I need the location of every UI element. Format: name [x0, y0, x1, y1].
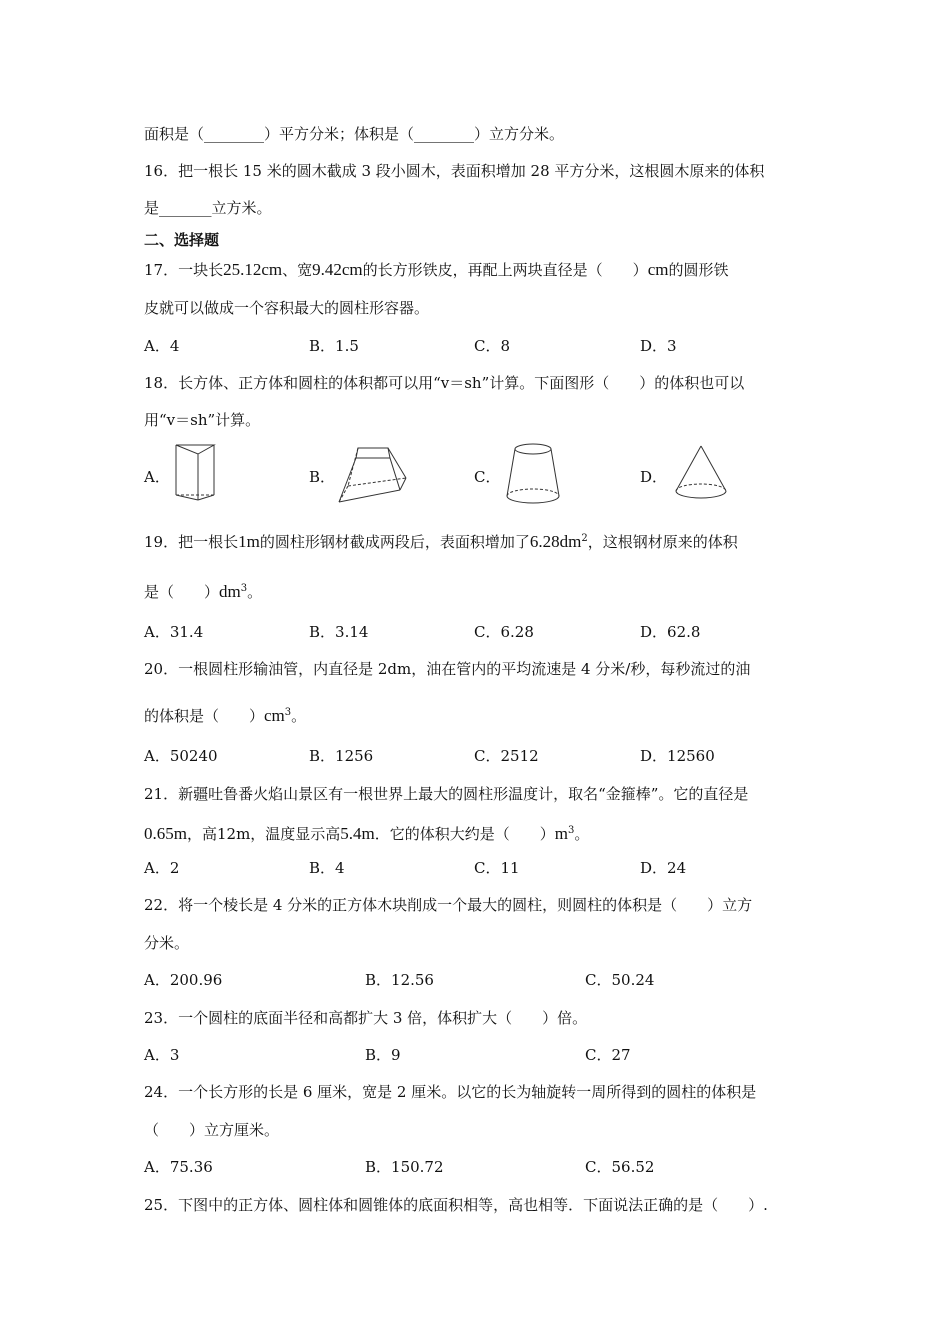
q22-option-b[interactable]: B．12.56: [365, 971, 434, 989]
q24-option-c[interactable]: C．56.52: [585, 1158, 655, 1176]
q17-option-c[interactable]: C．8: [474, 337, 511, 355]
q20-option-b[interactable]: B．1256: [309, 747, 374, 765]
superscript: 2: [581, 533, 588, 544]
q16-line1: 16．把一根长 15 米的圆木截成 3 段小圆木，表面积增加 28 平方分米，这根圆木原来的体积: [144, 162, 765, 180]
text: ）平方分米；体积是（: [264, 125, 415, 143]
superscript: 3: [284, 707, 292, 718]
q21-line1: 21．新疆吐鲁番火焰山景区有一根世界上最大的圆柱形温度计，取名“金箍棒”。它的直径是: [144, 785, 749, 803]
value: 9.42cm: [312, 260, 363, 279]
text: 的圆柱形钢材截成两段后，表面积增加了: [259, 533, 530, 551]
q20-option-a[interactable]: A．50240: [144, 747, 218, 765]
frustum-prism-icon: [336, 444, 410, 508]
value: 6.28dm: [529, 532, 582, 551]
q16-line2: [144, 198, 809, 218]
q19-option-d[interactable]: D．62.8: [640, 623, 701, 641]
q21-option-a[interactable]: A．2: [144, 859, 180, 877]
triangular-prism-icon: [170, 442, 220, 502]
unit: cm: [647, 260, 669, 279]
text: 立方米。: [211, 199, 272, 217]
q20-option-c[interactable]: C．2512: [474, 747, 539, 765]
value: 1m: [238, 532, 260, 551]
q23-option-b[interactable]: B．9: [365, 1046, 401, 1064]
text: 19．把一根长: [144, 533, 239, 551]
text: 面积是（: [144, 125, 205, 143]
q17-line2: 皮就可以做成一个容积最大的圆柱形容器。: [144, 299, 430, 317]
text: 的圆形铁: [668, 261, 729, 279]
q24-line1: 24．一个长方形的长是 6 厘米，宽是 2 厘米。以它的长为轴旋转一周所得到的圆柱的体积是: [144, 1083, 757, 1101]
q23-option-c[interactable]: C．27: [585, 1046, 631, 1064]
q17-option-a[interactable]: A．4: [144, 337, 180, 355]
q24-line2: （ ）立方厘米。: [144, 1121, 280, 1139]
q24-option-b[interactable]: B．150.72: [365, 1158, 444, 1176]
q18-option-b[interactable]: B．: [309, 468, 336, 486]
q19-option-a[interactable]: A．31.4: [144, 623, 204, 641]
q19-option-c[interactable]: C．6.28: [474, 623, 534, 641]
answer-blank[interactable]: ________: [204, 125, 265, 143]
unit: dm: [219, 582, 241, 601]
q17-line1: [144, 260, 809, 280]
q21-line2: [144, 821, 809, 844]
text: 。: [574, 825, 590, 843]
q20-option-d[interactable]: D．12560: [640, 747, 715, 765]
q22-line1: 22．将一个棱长是 4 分米的正方体木块削成一个最大的圆柱，则圆柱的体积是（ ）立方: [144, 896, 753, 914]
q18-option-a[interactable]: A．: [144, 468, 170, 486]
truncated-cone-icon: [503, 440, 563, 508]
text: 。: [247, 583, 263, 601]
value: 0.65m: [144, 824, 187, 843]
q19-option-b[interactable]: B．3.14: [309, 623, 369, 641]
q18-line1: 18．长方体、正方体和圆柱的体积都可以用“v＝sh”计算。下面图形（ ）的体积也可以: [144, 374, 745, 392]
text: 、宽: [282, 261, 313, 279]
unit: cm: [264, 706, 285, 725]
text: ）立方分米。: [474, 125, 565, 143]
value: 5.4m: [340, 824, 375, 843]
q23-line1: 23．一个圆柱的底面半径和高都扩大 3 倍，体积扩大（ ）倍。: [144, 1009, 588, 1027]
superscript: 3: [240, 583, 248, 594]
q19-line1: [144, 529, 809, 552]
q22-line2: 分米。: [144, 934, 190, 952]
section-title: 二、选择题: [144, 231, 220, 249]
q25-line1: 25．下图中的正方体、圆柱体和圆锥体的底面积相等，高也相等．下面说法正确的是（ ）.: [144, 1196, 768, 1214]
q17-option-b[interactable]: B．1.5: [309, 337, 359, 355]
text: 是: [144, 199, 160, 217]
answer-blank[interactable]: _______: [159, 199, 212, 217]
q19-line2: [144, 579, 809, 602]
q18-option-d[interactable]: D．: [640, 468, 668, 486]
text: 的长方形铁皮，再配上两块直径是（ ）: [362, 261, 648, 279]
superscript: 3: [568, 825, 575, 836]
answer-blank[interactable]: ________: [414, 125, 475, 143]
text: 。: [291, 707, 307, 725]
q17-option-d[interactable]: D．3: [640, 337, 677, 355]
q21-option-d[interactable]: D．24: [640, 859, 687, 877]
text: 的体积是（ ）: [144, 707, 265, 725]
text: ．它的体积大约是（ ）: [374, 825, 555, 843]
q18-option-c[interactable]: C．: [474, 468, 501, 486]
value: 25.12cm: [223, 260, 283, 279]
q15-answer-line: [144, 124, 809, 144]
q23-option-a[interactable]: A．3: [144, 1046, 180, 1064]
unit: m: [554, 824, 569, 843]
text: ，高12m，温度显示高: [186, 825, 341, 843]
text: ，这根钢材原来的体积: [587, 533, 738, 551]
cone-icon: [671, 443, 731, 505]
text: 17．一块长: [144, 261, 224, 279]
q24-option-a[interactable]: A．75.36: [144, 1158, 213, 1176]
q18-line2: 用“v＝sh”计算。: [144, 411, 261, 429]
q21-option-b[interactable]: B．4: [309, 859, 345, 877]
q20-line2: [144, 703, 809, 726]
q22-option-a[interactable]: A．200.96: [144, 971, 223, 989]
q22-option-c[interactable]: C．50.24: [585, 971, 655, 989]
q20-line1: 20．一根圆柱形输油管，内直径是 2dm，油在管内的平均流速是 4 分米/秒，每秒流过的油: [144, 660, 751, 678]
q21-option-c[interactable]: C．11: [474, 859, 520, 877]
text: 是（ ）: [144, 583, 220, 601]
